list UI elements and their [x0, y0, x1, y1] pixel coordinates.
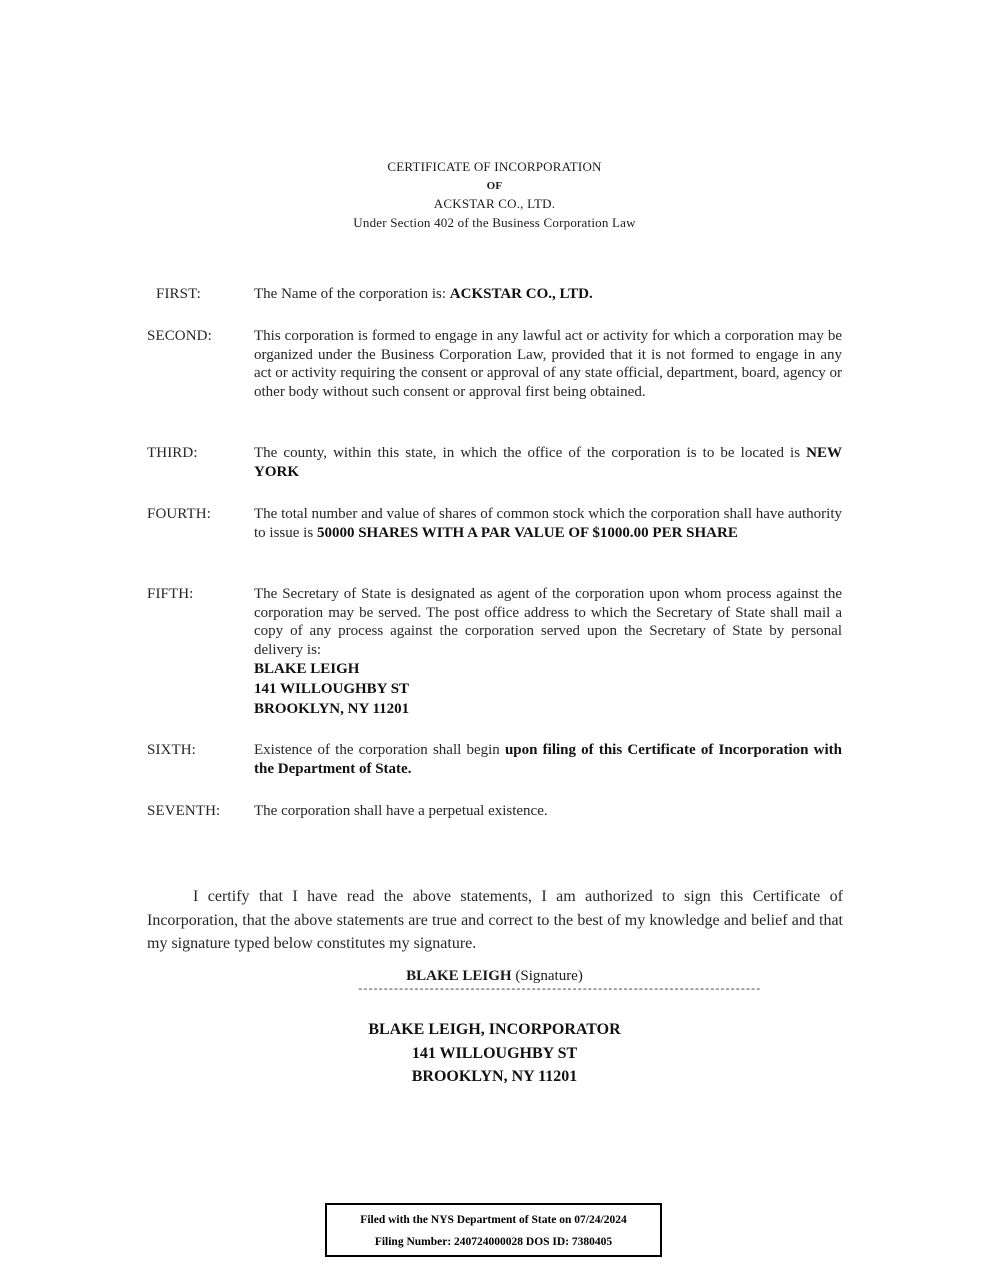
incorporator-name: BLAKE LEIGH, INCORPORATOR: [368, 1021, 621, 1038]
article-label: SEVENTH:: [147, 803, 221, 819]
county-name: NEW YORK: [254, 445, 843, 480]
article-label: FIFTH:: [147, 586, 194, 602]
signature-line: [0, 968, 989, 985]
article-text: [254, 285, 842, 304]
agent-city: BROOKLYN, NY 11201: [254, 701, 410, 717]
corporation-name: ACKSTAR CO., LTD.: [449, 286, 593, 302]
article-text-plain: The total number and value of shares of common stock which the corporation shall have authority to issue is: [254, 506, 842, 541]
filing-stamp: [325, 1203, 662, 1257]
article-text-plain: The county, within this state, in which the office of the corporation is to be located is: [254, 445, 801, 461]
agent-name: BLAKE LEIGH: [254, 661, 360, 677]
article-text: This corporation is formed to engage in any lawful act or activity for which a corporation may be organized under the Business Corporation Law, provided that it is not formed to engage in any act or activity requiring the consent or approval of any state official, department, board, agency or other body without such consent or approval first being obtained.: [254, 328, 842, 400]
article-label: FOURTH:: [147, 506, 211, 522]
header-of: OF: [486, 179, 503, 192]
certification-statement: [147, 885, 843, 956]
article-text: [254, 585, 842, 719]
signature-name: BLAKE LEIGH: [406, 968, 512, 984]
filing-date: Filed with the NYS Department of State on 07/24/2024: [360, 1214, 627, 1226]
article-label: SECOND:: [147, 328, 212, 344]
article-text: [254, 741, 842, 778]
statute-reference: Under Section 402 of the Business Corporation Law: [353, 214, 636, 230]
article-text-plain: The Name of the corporation is:: [254, 286, 447, 302]
incorporator-city: BROOKLYN, NY 11201: [411, 1068, 578, 1085]
incorporator-street: 141 WILLOUGHBY ST: [411, 1044, 578, 1062]
agent-address: [254, 659, 842, 719]
filing-number: Filing Number: 240724000028 DOS ID: 7380405: [374, 1236, 613, 1248]
article-text-plain: The Secretary of State is designated as agent of the corporation upon whom process against the corporation may be served. The post office address to which the Secretary of State shall mail a copy of any process against the corporation served upon the Secretary of State by personal delivery is:: [254, 586, 842, 658]
article-text-plain: Existence of the corporation shall begin: [254, 742, 500, 758]
article-text: [254, 505, 842, 542]
company-name-header: ACKSTAR CO., LTD.: [433, 196, 556, 211]
document-header: [0, 158, 989, 232]
incorporator-block: [0, 1018, 989, 1089]
signature-divider: -------------------------------------------------------------------------------: [357, 984, 760, 996]
article-label: THIRD:: [147, 445, 198, 461]
article-label: SIXTH:: [147, 742, 196, 758]
certificate-title: CERTIFICATE OF INCORPORATION: [387, 159, 602, 174]
article-label: FIRST:: [156, 286, 201, 302]
existence-clause: upon filing of this Certificate of Incorporation with the Department of State.: [254, 742, 842, 777]
article-text: The corporation shall have a perpetual existence.: [254, 803, 548, 819]
certification-text: I certify that I have read the above statements, I am authorized to sign this Certificate of Incorporation, that the above statements are true and correct to the best of my knowledge and belief and that my signature typed below constitutes my signature.: [147, 888, 843, 952]
share-details: 50000 SHARES WITH A PAR VALUE OF $1000.00 PER SHARE: [316, 524, 738, 541]
article-text: [254, 444, 842, 481]
signature-note: (Signature): [515, 968, 583, 984]
agent-street: 141 WILLOUGHBY ST: [254, 681, 410, 697]
